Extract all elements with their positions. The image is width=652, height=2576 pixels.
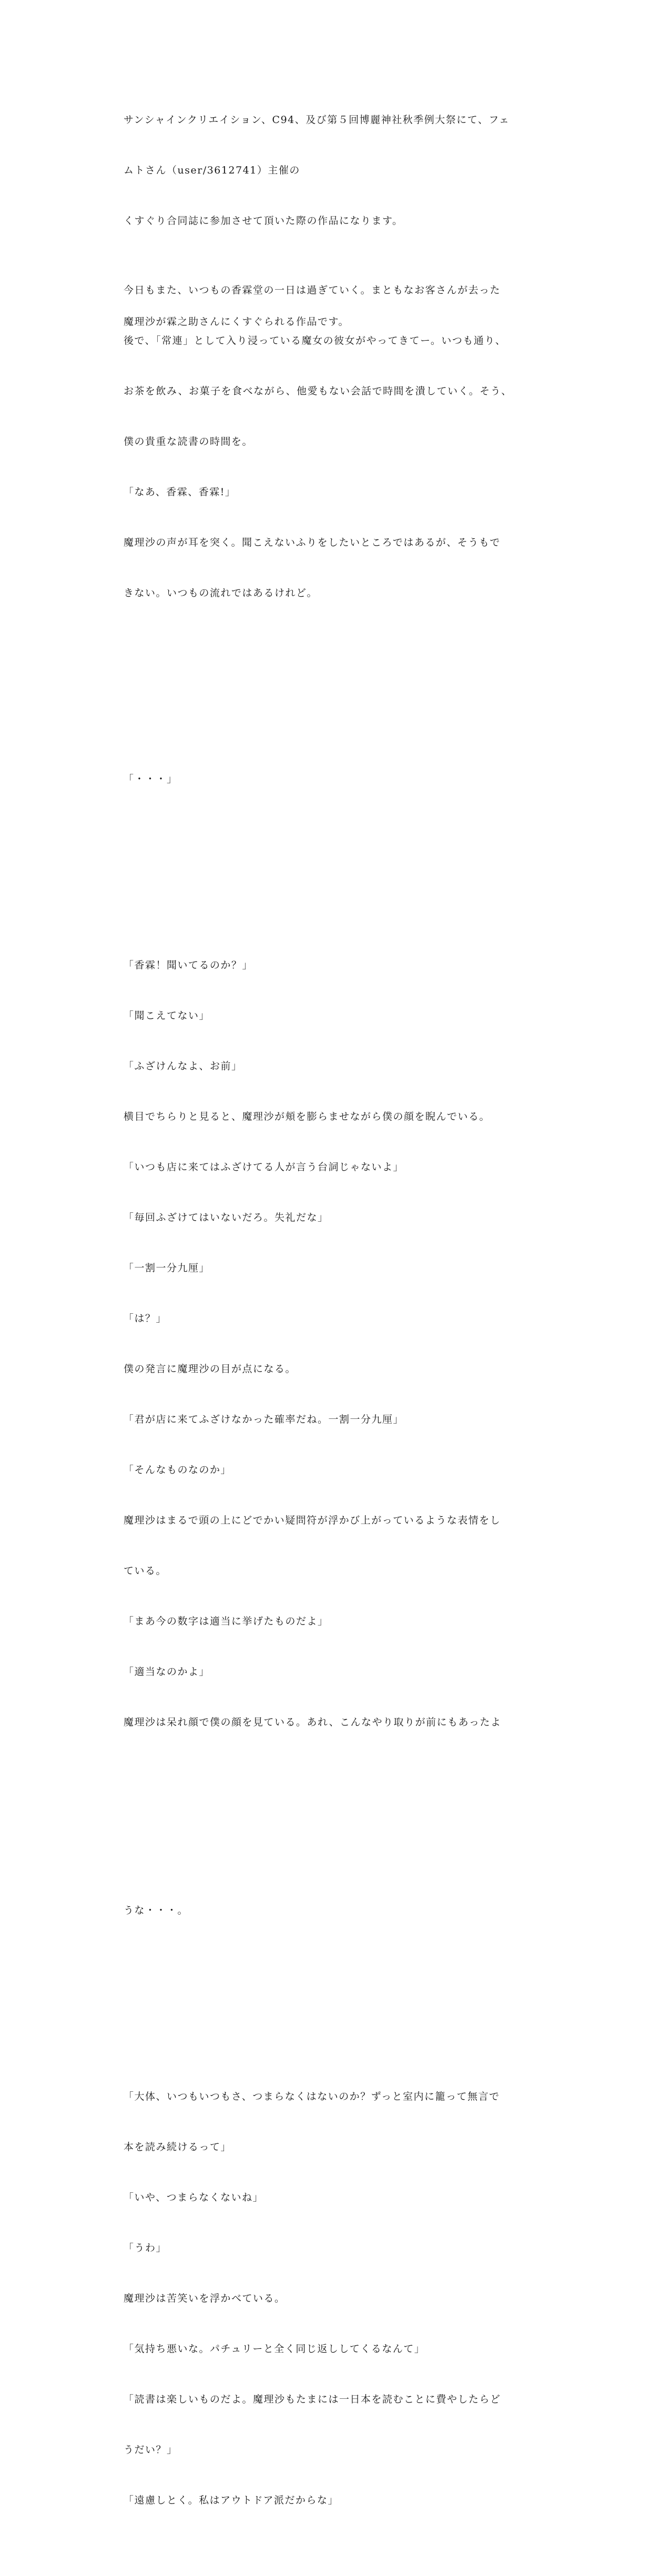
story-line: 「大体、いつもいつもさ、つまらなくはないのか？ずっと室内に籠って無言で <box>124 2091 500 2102</box>
story-line: 「毎回ふざけてはいないだろ。失礼だな」 <box>124 1212 329 1223</box>
story-line: きない。いつもの流れではあるけれど。 <box>124 587 318 599</box>
intro-line: サンシャインクリエイション、C94、及び第５回博麗神社秋季例大祭にて、フェ <box>124 114 510 126</box>
paragraph-gap <box>124 1798 534 1818</box>
story-line: 今日もまた、いつもの香霖堂の一日は過ぎていく。まともなお客さんが去った <box>124 284 501 296</box>
story-paragraph-2 <box>124 737 534 821</box>
story-line: 魔理沙は苦笑いを浮かべている。 <box>124 2293 286 2304</box>
story-line: 魔理沙の声が耳を突く。聞こえないふりをしたいところではあるが、そうもで <box>124 537 501 548</box>
story-line: 「そんなものなのか」 <box>124 1464 232 1476</box>
story-line: 「うわ」 <box>124 2242 167 2254</box>
story-line: うな・・・。 <box>124 1905 189 1916</box>
story-line: 「聞こえてない」 <box>124 1010 210 1021</box>
story-section <box>124 214 534 2576</box>
story-line: 「遠慮しとく。私はアウトドア派だからな」 <box>124 2495 339 2506</box>
story-line: 後で、「常連」として入り浸っている魔女の彼女がやってきてー。いつも通り、 <box>124 335 506 346</box>
story-paragraph-4 <box>124 1868 534 1953</box>
story-line: 「君が店に来てふざけなかった確率だね。一割一分九厘」 <box>124 1414 404 1425</box>
story-line: 「いつも店に来てはふざけてる人が言う台詞じゃないよ」 <box>124 1161 404 1173</box>
story-line: 「なあ、香霖、香霖!」 <box>124 486 236 498</box>
paragraph-gap <box>124 855 534 873</box>
story-line: 僕の発言に魔理沙の目が点になる。 <box>124 1363 297 1375</box>
story-line: お茶を飲み、お菓子を食べながら、他愛もない会話で時間を潰していく。そう、 <box>124 385 512 397</box>
story-paragraph-5 <box>124 2054 534 2542</box>
paragraph-gap <box>124 1986 534 2004</box>
story-line: 魔理沙は呆れ顔で僕の顔を見ている。あれ、こんなやり取りが前にもあったよ <box>124 1716 502 1728</box>
intro-line: 魔理沙が霖之助さんにくすぐられる作品です。 <box>124 316 349 328</box>
paragraph-gap <box>124 669 534 687</box>
intro-line: ムトさん（user/3612741）主催の <box>124 165 300 176</box>
story-line: 「香霖！聞いてるのか？」 <box>124 959 253 971</box>
story-line: ている。 <box>124 1565 167 1577</box>
story-line: 本を読み続けるって」 <box>124 2141 232 2153</box>
story-line: 魔理沙はまるで頭の上にどでかい疑問符が浮かび上がっているような表情をし <box>124 1515 501 1526</box>
story-paragraph-1 <box>124 248 534 635</box>
story-line: 「一割一分九厘」 <box>124 1262 210 1274</box>
story-line: 「気持ち悪いな。パチュリーと全く同じ返ししてくるなんて」 <box>124 2343 425 2355</box>
story-line: 「ふざけんなよ、お前」 <box>124 1060 242 1072</box>
story-line: 僕の貴重な読書の時間を。 <box>124 436 253 447</box>
story-line: 横目でちらりと見ると、魔理沙が頬を膨らませながら僕の顔を睨んでいる。 <box>124 1111 491 1122</box>
story-line: 「・・・」 <box>124 773 178 785</box>
story-line: 「いや、つまらなくないね」 <box>124 2192 264 2203</box>
story-line: 「適当なのかよ」 <box>124 1666 210 1678</box>
story-line: 「は？」 <box>124 1313 167 1324</box>
intro-line: くすぐり合同誌に参加させて頂いた際の作品になります。 <box>124 215 403 227</box>
story-paragraph-3 <box>124 923 534 1764</box>
story-line: 「まあ今の数字は適当に挙げたものだよ」 <box>124 1616 329 1627</box>
story-line: うだい？」 <box>124 2444 178 2456</box>
story-line: 「読書は楽しいものだよ。魔理沙もたまには一日本を読むことに費やしたらど <box>124 2394 501 2405</box>
